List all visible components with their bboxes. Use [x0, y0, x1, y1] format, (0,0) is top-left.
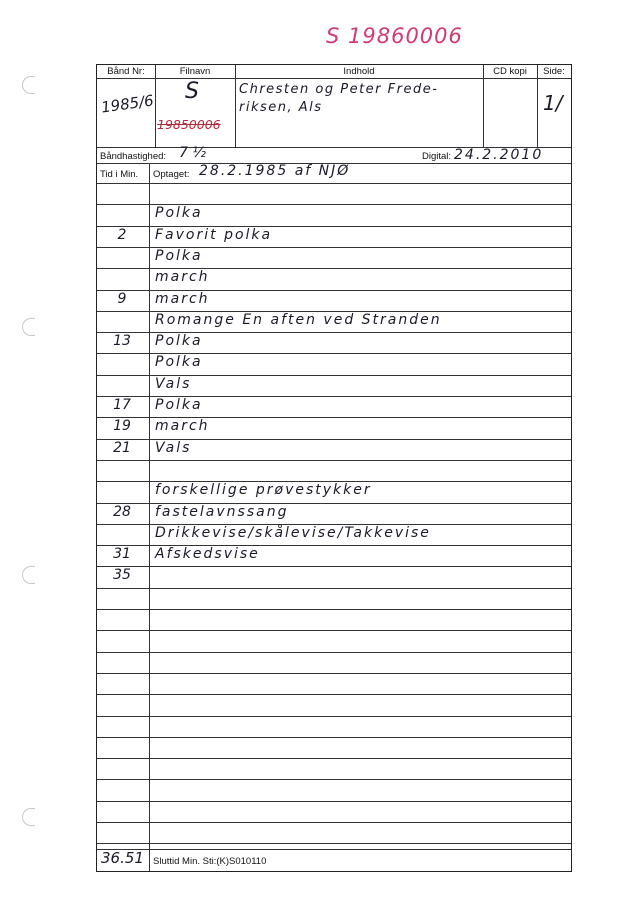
row-rule	[97, 630, 571, 631]
row-rule	[97, 588, 571, 589]
row-rule	[97, 801, 571, 802]
entry-content: fastelavnssang	[155, 504, 289, 520]
bandhastighed-value: 7 ½	[179, 145, 206, 161]
row-rule	[97, 460, 571, 461]
row-rule	[97, 737, 571, 738]
binder-hole-3	[22, 566, 35, 584]
row-rule	[97, 822, 571, 823]
entry-time: 31	[113, 546, 131, 562]
entry-time: 13	[113, 333, 131, 349]
optaget-label: Optaget:	[153, 169, 190, 180]
bandhastighed-label: Båndhastighed:	[100, 151, 167, 162]
filename: S	[185, 79, 199, 104]
entry-content: Drikkevise/skålevise/Takkevise	[155, 525, 431, 541]
row-rule	[97, 758, 571, 759]
entry-time: 2	[117, 227, 127, 243]
entry-content: Polka	[155, 205, 203, 221]
binder-hole-2	[22, 318, 35, 336]
entry-content: Polka	[155, 248, 203, 264]
sluttid-label: Sluttid Min. Sti:(K)S010110	[153, 856, 267, 867]
entry-content: Favorit polka	[155, 227, 273, 243]
indhold-header: Indhold	[343, 66, 375, 77]
entry-time: 21	[113, 440, 131, 456]
entry-content: Romange En aften ved Stranden	[155, 312, 442, 328]
page-number: 1/	[543, 91, 563, 115]
entry-content: march	[155, 291, 210, 307]
tid-label: Tid i Min.	[100, 169, 139, 180]
row-rule	[97, 609, 571, 610]
entry-time: 35	[113, 567, 131, 583]
entry-content: Polka	[155, 333, 203, 349]
entry-content: Polka	[155, 397, 203, 413]
row-rule	[97, 694, 571, 695]
row-rule	[97, 652, 571, 653]
digital-label: Digital:	[422, 151, 452, 162]
entry-time: 19	[113, 418, 131, 434]
content-description: Chresten og Peter Frede-riksen, Als	[239, 82, 439, 115]
entry-content: forskellige prøvestykker	[155, 482, 372, 498]
row-rule	[97, 673, 571, 674]
row-rule	[97, 843, 571, 844]
filnavn-header: Filnavn	[179, 66, 211, 77]
row-rule	[97, 716, 571, 717]
entry-time: 9	[117, 291, 127, 307]
binder-hole-4	[22, 808, 35, 826]
filename-crossed-out: 19850006	[157, 117, 221, 132]
total-time: 36.51	[101, 849, 144, 867]
entry-time: 17	[113, 397, 131, 413]
digital-date: 24.2.2010	[454, 147, 544, 163]
reference-code: S 19860006	[326, 24, 463, 48]
band-nr-header: Bånd Nr:	[107, 66, 145, 77]
recording-log-sheet	[96, 64, 572, 872]
row-rule	[97, 566, 571, 567]
entry-content: Afskedsvise	[155, 546, 260, 562]
entry-time: 28	[113, 504, 131, 520]
optaget-value: 28.2.1985 af NJØ	[199, 163, 351, 179]
entry-content: Vals	[155, 376, 192, 392]
entry-content: march	[155, 418, 210, 434]
entry-content: march	[155, 269, 210, 285]
entry-content: Vals	[155, 440, 192, 456]
side-header: Side:	[543, 66, 565, 77]
entry-content: Polka	[155, 354, 203, 370]
band-number: 1985/6	[100, 91, 155, 117]
binder-hole-1	[22, 76, 35, 94]
row-rule	[97, 779, 571, 780]
cd-kopi-header: CD kopi	[493, 66, 527, 77]
